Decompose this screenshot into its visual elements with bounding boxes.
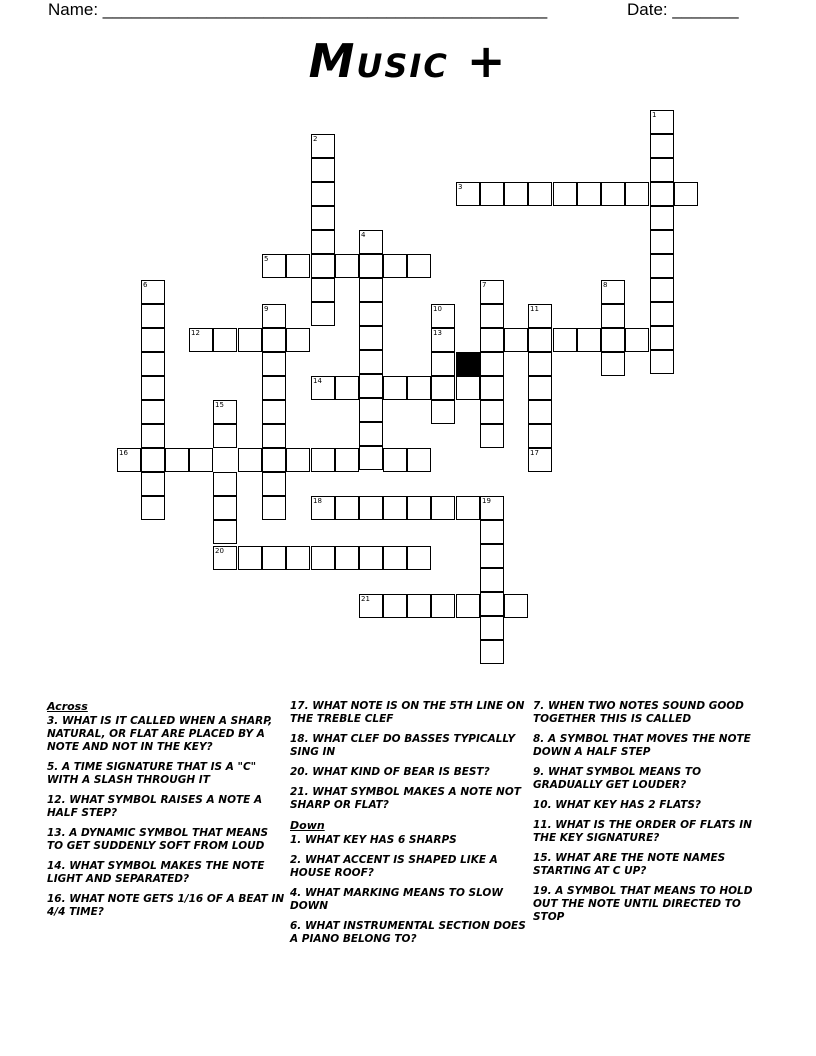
- crossword-cell[interactable]: [480, 400, 504, 424]
- crossword-cell[interactable]: [480, 424, 504, 448]
- crossword-cell[interactable]: [480, 352, 504, 376]
- crossword-cell[interactable]: [311, 496, 335, 520]
- clue-number: 11: [530, 305, 539, 313]
- crossword-cell[interactable]: [480, 568, 504, 592]
- crossword-cell[interactable]: [262, 376, 286, 400]
- crossword-cell[interactable]: [311, 134, 335, 158]
- crossword-cell[interactable]: [286, 448, 310, 472]
- clues-column-3: [533, 700, 773, 931]
- crossword-cell[interactable]: [141, 424, 165, 448]
- crossword-cell[interactable]: [359, 594, 383, 618]
- clues-column-1: [47, 700, 287, 926]
- crossword-cell[interactable]: [383, 254, 407, 278]
- crossword-cell[interactable]: [311, 182, 335, 206]
- crossword-cell[interactable]: [456, 376, 480, 400]
- crossword-cell[interactable]: [311, 206, 335, 230]
- clue-down: 19. A SYMBOL THAT MEANS TO HOLD OUT THE NOTE UNTIL DIRECTED TO STOP: [533, 885, 753, 923]
- crossword-cell[interactable]: [480, 496, 504, 520]
- crossword-cell[interactable]: [650, 134, 674, 158]
- crossword-cell[interactable]: [528, 182, 552, 206]
- clue-number: 20: [215, 547, 224, 555]
- crossword-cell[interactable]: [383, 448, 407, 472]
- clue-across: 17. WHAT NOTE IS ON THE 5TH LINE ON THE TREBLE CLEF: [290, 700, 525, 725]
- crossword-cell[interactable]: [262, 472, 286, 496]
- crossword-cell[interactable]: [383, 496, 407, 520]
- crossword-cell[interactable]: [311, 448, 335, 472]
- crossword-cell[interactable]: [650, 302, 674, 326]
- crossword-cell[interactable]: [431, 400, 455, 424]
- crossword-cell[interactable]: [359, 278, 383, 302]
- crossword-cell[interactable]: [528, 400, 552, 424]
- crossword-cell[interactable]: [480, 376, 504, 400]
- clue-number: 14: [313, 377, 322, 385]
- crossword-cell[interactable]: [359, 374, 383, 398]
- crossword-cell[interactable]: [359, 398, 383, 422]
- crossword-cell[interactable]: [650, 206, 674, 230]
- crossword-cell[interactable]: [528, 424, 552, 448]
- crossword-cell[interactable]: [141, 496, 165, 520]
- crossword-cell[interactable]: [262, 304, 286, 328]
- page-title: Music +: [308, 34, 508, 88]
- clue-across: 20. WHAT KIND OF BEAR IS BEST?: [290, 766, 490, 778]
- crossword-cell[interactable]: [601, 280, 625, 304]
- clue-across: 21. WHAT SYMBOL MAKES A NOTE NOT SHARP OR FLAT?: [290, 786, 521, 811]
- crossword-cell[interactable]: [383, 546, 407, 570]
- clue-down: 1. WHAT KEY HAS 6 SHARPS: [290, 834, 457, 846]
- crossword-cell[interactable]: [359, 350, 383, 374]
- crossword-cell[interactable]: [335, 546, 359, 570]
- clue-number: 4: [361, 231, 366, 239]
- crossword-cell[interactable]: [431, 594, 455, 618]
- crossword-cell[interactable]: [431, 304, 455, 328]
- crossword-cell[interactable]: [262, 448, 286, 472]
- crossword-cell[interactable]: [311, 254, 335, 278]
- crossword-cell[interactable]: [650, 158, 674, 182]
- crossword-cell[interactable]: [262, 546, 286, 570]
- clue-down: 4. WHAT MARKING MEANS TO SLOW DOWN: [290, 887, 503, 912]
- clue-across: 13. A DYNAMIC SYMBOL THAT MEANS TO GET SUDDENLY SOFT FROM LOUD: [47, 827, 269, 852]
- crossword-cell[interactable]: [213, 496, 237, 520]
- clue-number: 15: [215, 401, 224, 409]
- crossword-cell[interactable]: [213, 472, 237, 496]
- clue-across: 12. WHAT SYMBOL RAISES A NOTE A HALF STEP?: [47, 794, 263, 819]
- crossword-cell[interactable]: [650, 254, 674, 278]
- crossword-cell[interactable]: [117, 448, 141, 472]
- clue-down: 15. WHAT ARE THE NOTE NAMES STARTING AT C UP?: [533, 852, 726, 877]
- crossword-cell[interactable]: [625, 182, 649, 206]
- crossword-cell[interactable]: [674, 182, 698, 206]
- clue-number: 17: [530, 449, 539, 457]
- clue-across: 16. WHAT NOTE GETS 1/16 OF A BEAT IN 4/4 TIME?: [47, 893, 285, 918]
- crossword-cell[interactable]: [238, 448, 262, 472]
- crossword-cell[interactable]: [238, 546, 262, 570]
- crossword-cell[interactable]: [262, 254, 286, 278]
- crossword-cell[interactable]: [189, 448, 213, 472]
- crossword-cell[interactable]: [407, 376, 431, 400]
- crossword-cell[interactable]: [504, 594, 528, 618]
- clue-down: 9. WHAT SYMBOL MEANS TO GRADUALLY GET LOUDER?: [533, 766, 701, 791]
- crossword-cell[interactable]: [431, 496, 455, 520]
- crossword-cell[interactable]: [528, 328, 552, 352]
- crossword-cell[interactable]: [262, 328, 286, 352]
- clue-number: 16: [119, 449, 128, 457]
- clue-across: 18. WHAT CLEF DO BASSES TYPICALLY SING IN: [290, 733, 516, 758]
- crossword-cell[interactable]: [262, 496, 286, 520]
- crossword-cell[interactable]: [407, 594, 431, 618]
- crossword-cell[interactable]: [456, 496, 480, 520]
- crossword-cell[interactable]: [165, 448, 189, 472]
- crossword-cell[interactable]: [504, 328, 528, 352]
- crossword-cell[interactable]: [141, 280, 165, 304]
- crossword-cell[interactable]: [213, 328, 237, 352]
- clue-down: 2. WHAT ACCENT IS SHAPED LIKE A HOUSE ROOF?: [290, 854, 498, 879]
- crossword-cell[interactable]: [213, 424, 237, 448]
- crossword-cell[interactable]: [335, 496, 359, 520]
- crossword-cell[interactable]: [383, 376, 407, 400]
- clue-number: 5: [264, 255, 269, 263]
- clue-down: 8. A SYMBOL THAT MOVES THE NOTE DOWN A HALF STEP: [533, 733, 751, 758]
- crossword-cell[interactable]: [359, 446, 383, 470]
- crossword-cell[interactable]: [141, 304, 165, 328]
- crossword-cell[interactable]: [528, 304, 552, 328]
- clue-number: 21: [361, 595, 370, 603]
- crossword-cell[interactable]: [141, 472, 165, 496]
- crossword-cell[interactable]: [456, 594, 480, 618]
- crossword-cell[interactable]: [480, 544, 504, 568]
- crossword-cell[interactable]: [480, 304, 504, 328]
- crossword-cell[interactable]: [238, 328, 262, 352]
- crossword-cell[interactable]: [383, 594, 407, 618]
- clue-number: 7: [482, 281, 487, 289]
- clue-number: 8: [603, 281, 608, 289]
- crossword-cell[interactable]: [262, 352, 286, 376]
- crossword-cell[interactable]: [286, 328, 310, 352]
- date-field-line: Date: _______: [627, 0, 739, 19]
- clue-number: 19: [482, 497, 491, 505]
- crossword-cell[interactable]: [262, 424, 286, 448]
- crossword-cell[interactable]: [189, 328, 213, 352]
- clue-across: 3. WHAT IS IT CALLED WHEN A SHARP, NATURAL, OR FLAT ARE PLACED BY A NOTE AND NOT IN THE KEY?: [47, 715, 273, 753]
- crossword-cell[interactable]: [480, 280, 504, 304]
- clue-number: 12: [191, 329, 200, 337]
- crossword-cell[interactable]: [456, 182, 480, 206]
- crossword-cell[interactable]: [407, 546, 431, 570]
- crossword-cell[interactable]: [286, 254, 310, 278]
- crossword-cell[interactable]: [480, 592, 504, 616]
- clue-number: 9: [264, 305, 269, 313]
- crossword-cell[interactable]: [141, 376, 165, 400]
- down-heading: Down: [290, 819, 325, 832]
- crossword-cell[interactable]: [650, 182, 674, 206]
- crossword-cell[interactable]: [601, 352, 625, 376]
- crossword-cell[interactable]: [407, 254, 431, 278]
- crossword-cell[interactable]: [650, 326, 674, 350]
- crossword-cell[interactable]: [141, 448, 165, 472]
- crossword-cell[interactable]: [480, 182, 504, 206]
- crossword-cell[interactable]: [335, 376, 359, 400]
- crossword-cell[interactable]: [553, 328, 577, 352]
- clue-number: 2: [313, 135, 318, 143]
- crossword-cell[interactable]: [311, 546, 335, 570]
- clue-number: 6: [143, 281, 148, 289]
- crossword-black-cell: [456, 352, 480, 376]
- name-field-line: Name: _______________________________________________: [48, 0, 548, 19]
- crossword-cell[interactable]: [286, 546, 310, 570]
- crossword-cell[interactable]: [407, 496, 431, 520]
- across-heading: Across: [47, 700, 88, 713]
- crossword-cell[interactable]: [311, 158, 335, 182]
- crossword-cell[interactable]: [359, 254, 383, 278]
- clue-across: 14. WHAT SYMBOL MAKES THE NOTE LIGHT AND SEPARATED?: [47, 860, 265, 885]
- crossword-cell[interactable]: [335, 254, 359, 278]
- crossword-cell[interactable]: [650, 278, 674, 302]
- crossword-cell[interactable]: [480, 640, 504, 664]
- crossword-cell[interactable]: [213, 546, 237, 570]
- clue-number: 1: [652, 111, 657, 119]
- clue-across: 5. A TIME SIGNATURE THAT IS A "C" WITH A SLASH THROUGH IT: [47, 761, 257, 786]
- crossword-cell[interactable]: [311, 230, 335, 254]
- crossword-cell[interactable]: [601, 328, 625, 352]
- crossword-cell[interactable]: [359, 422, 383, 446]
- clues-column-2: [290, 700, 530, 953]
- crossword-cell[interactable]: [528, 352, 552, 376]
- crossword-cell[interactable]: [335, 448, 359, 472]
- crossword-cell[interactable]: [359, 230, 383, 254]
- crossword-cell[interactable]: [311, 376, 335, 400]
- crossword-cell[interactable]: [431, 376, 455, 400]
- crossword-cell[interactable]: [262, 400, 286, 424]
- crossword-cell[interactable]: [577, 328, 601, 352]
- clue-number: 13: [433, 329, 442, 337]
- clue-number: 18: [313, 497, 322, 505]
- crossword-cell[interactable]: [359, 302, 383, 326]
- crossword-cell[interactable]: [311, 278, 335, 302]
- clue-down: 7. WHEN TWO NOTES SOUND GOOD TOGETHER THIS IS CALLED: [533, 700, 744, 725]
- crossword-cell[interactable]: [650, 350, 674, 374]
- crossword-cell[interactable]: [528, 448, 552, 472]
- crossword-cell[interactable]: [553, 182, 577, 206]
- crossword-cell[interactable]: [480, 520, 504, 544]
- crossword-cell[interactable]: [650, 110, 674, 134]
- crossword-cell[interactable]: [359, 546, 383, 570]
- crossword-cell[interactable]: [359, 326, 383, 350]
- crossword-cell[interactable]: [213, 400, 237, 424]
- crossword-cell[interactable]: [625, 328, 649, 352]
- crossword-cell[interactable]: [141, 328, 165, 352]
- crossword-cell[interactable]: [213, 520, 237, 544]
- crossword-cell[interactable]: [504, 182, 528, 206]
- crossword-cell[interactable]: [407, 448, 431, 472]
- crossword-cell[interactable]: [141, 400, 165, 424]
- crossword-cell[interactable]: [528, 376, 552, 400]
- clue-down: 11. WHAT IS THE ORDER OF FLATS IN THE KEY SIGNATURE?: [533, 819, 752, 844]
- crossword-cell[interactable]: [601, 182, 625, 206]
- crossword-cell[interactable]: [601, 304, 625, 328]
- crossword-cell[interactable]: [650, 230, 674, 254]
- crossword-cell[interactable]: [431, 352, 455, 376]
- crossword-cell[interactable]: [577, 182, 601, 206]
- crossword-cell[interactable]: [480, 328, 504, 352]
- crossword-cell[interactable]: [359, 496, 383, 520]
- crossword-cell[interactable]: [141, 352, 165, 376]
- clue-number: 3: [458, 183, 463, 191]
- crossword-cell[interactable]: [480, 616, 504, 640]
- clue-number: 10: [433, 305, 442, 313]
- clue-down: 6. WHAT INSTRUMENTAL SECTION DOES A PIANO BELONG TO?: [290, 920, 526, 945]
- crossword-cell[interactable]: [431, 328, 455, 352]
- crossword-cell[interactable]: [311, 302, 335, 326]
- clue-down: 10. WHAT KEY HAS 2 FLATS?: [533, 799, 702, 811]
